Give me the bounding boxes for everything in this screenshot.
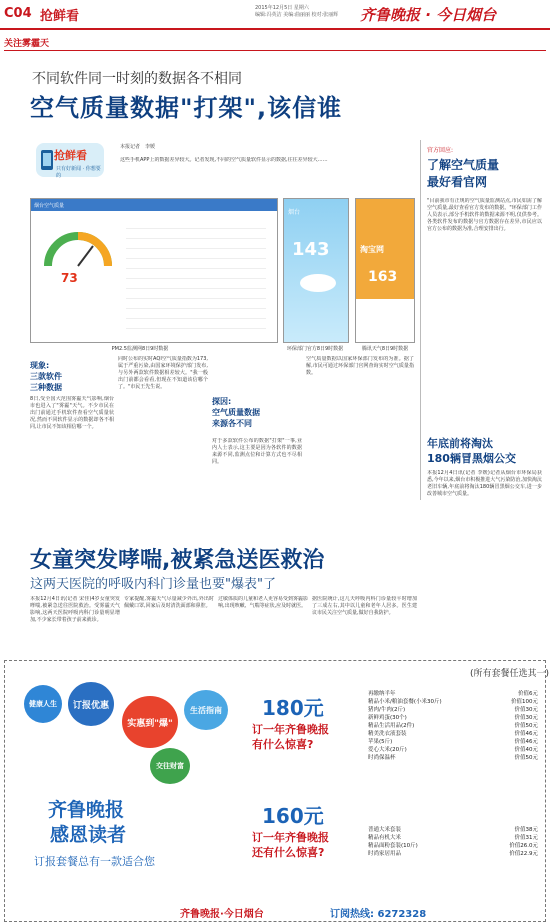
offer-item-name: 苹果(5斤): [368, 739, 393, 745]
offer-item: [368, 826, 538, 834]
screenshot-tencent-weather: [355, 198, 415, 343]
ad-slogan-2: 感恩读者: [50, 824, 127, 846]
story2-col1: 本报12月4日讯(记者 宋佳)4岁女童突发哮喘,被紧急送往医院救治。受雾霾天气影响,这两天医院呼吸内科门诊量明显增加,不少家长带着孩子前来就诊。: [30, 596, 120, 623]
story2-deck: 这两天医院的呼吸内科门诊量也要"爆表"了: [30, 577, 276, 592]
sidebar-body: 本报12月4日讯(记者 李媛)记者从烟台市环保局获悉,今年以来,烟台市积极推进大气污染防治,加快淘汰老旧车辆,年底前将淘汰180辆冒黑烟公交车,进一步改善城市空气质量。: [427, 470, 542, 497]
official-body: "目前我市有正规的空气质量监测站点,市民如需了解空气质量,最好查看官方发布的数据。"环保部门工作人员表示,部分手机软件的数据来源不明,仅供参考。各类软件发布的数据与官方数据存在差异,市民应以官方公布的数据为准,合理安排出行。: [427, 198, 542, 232]
ad-title: (所有套餐任选其一): [470, 669, 550, 679]
offer-item-price: 价值31元: [514, 835, 538, 841]
offer2-line1: 订一年齐鲁晚报: [252, 831, 329, 844]
screenshot-caption: PM2.5监测网8日9时数据: [111, 346, 169, 352]
offer1-line2: 有什么惊喜?: [252, 738, 314, 751]
story2-col2: 专家提醒,雾霾天气尽量减少外出,外出时佩戴口罩,回家后及时清洗面部和鼻腔。: [124, 596, 214, 609]
offer-item-price: 价值38元: [514, 827, 538, 833]
col1-subhead: 现象: 三款软件 三种数据: [30, 361, 62, 392]
offer-item-price: 价值26.0元: [509, 843, 538, 849]
newspaper-brand: 齐鲁晚报 · 今日烟台: [360, 6, 497, 24]
offer-item-price: 价值30元: [514, 707, 538, 713]
offer-item: [368, 738, 538, 746]
app-logo: [36, 143, 104, 177]
footer-brand: 齐鲁晚报·今日烟台: [180, 909, 264, 920]
bubble-value: 实惠到"爆": [122, 696, 178, 748]
offer1-item-list: [368, 690, 538, 762]
offer-item-name: 精品有机大米: [368, 835, 402, 841]
offer1-price: 180元: [262, 696, 324, 720]
offer-item: [368, 690, 538, 698]
offer-item: [368, 722, 538, 730]
aqi-gauge-icon: [43, 221, 113, 271]
offer-item-price: 价值50元: [514, 755, 538, 761]
story2-headline: 女童突发哮喘,被紧急送医救治: [30, 548, 325, 573]
footer-hotline: 订阅热线: 6272328: [330, 909, 427, 920]
phone-icon: [39, 149, 55, 171]
offer-item: [368, 834, 538, 842]
offer-item: [368, 730, 538, 738]
edition-meta: [255, 5, 345, 19]
offer-item-name: 时尚保温杯: [368, 755, 396, 761]
story1-headline: 空气质量数据"打架",该信谁: [30, 94, 343, 122]
offer-item-price: 价值22.9元: [509, 851, 538, 857]
bubble-discount: 订报优惠: [68, 682, 114, 726]
topic-rule: [4, 50, 546, 51]
edition-editors: 编辑:冯英洁 美编:曲丽丽 校对:张丽辉: [255, 12, 339, 18]
logo-subtitle: 只有好新闻 · 你想要的: [56, 166, 101, 179]
topic-label: 关注雾霾天: [4, 39, 50, 49]
offer-item: [368, 754, 538, 762]
col1-text: 8日,受全国大范围雾霾天气影响,烟台市也进入了"雾霾"天气。不少市民在出门前通过手机软件查看空气质量状况,然而不同软件显示的数据却各不相同,让市民不知该相信哪一个。: [30, 396, 114, 430]
offer-item-price: 价值40元: [514, 747, 538, 753]
official-kicker: 官方回应:: [427, 147, 454, 154]
offer-item-name: 精品生活用品(2件): [368, 723, 415, 729]
offer-item: [368, 706, 538, 714]
sidebar-headline: 年底前将淘汰 180辆冒黑烟公交: [427, 437, 516, 465]
section-title: 抢鲜看: [40, 9, 80, 24]
screenshot-pm25-site: [30, 198, 278, 343]
screen-title: 淘宝网: [360, 245, 384, 254]
pollutant-table: [126, 219, 266, 334]
official-head-1: 了解空气质量: [427, 158, 500, 172]
story1-lead: 这些手机APP上的数据差异较大。记者发现,不同的空气质量软件显示的数据,往往差异较大……: [120, 157, 328, 163]
offer-item-name: 猪肉/牛肉(2斤): [368, 707, 406, 713]
offer-item: [368, 698, 538, 706]
offer-item-name: 精美洗衣液套装: [368, 731, 407, 737]
screenshot-caption: 环保部门官方8日9时数据: [286, 346, 344, 352]
offer-item: [368, 842, 538, 850]
story2-col3: 过敏体质的儿童和老人更容易受到雾霾影响,出现咳嗽、气喘等症状,应及时就医。: [218, 596, 308, 609]
offer-item-name: 新鲜鸡蛋(30个): [368, 715, 407, 721]
official-head-2: 最好看官网: [427, 175, 488, 189]
screen-panel: [356, 299, 415, 343]
offer-item-name: 精品小米/粮油套餐(小米30斤): [368, 699, 442, 705]
offer-item-price: 价值46元: [514, 739, 538, 745]
offer-item-price: 价值6元: [518, 691, 538, 697]
ad-slogan-1: 齐鲁晚报: [48, 799, 125, 821]
offer-item: [368, 714, 538, 722]
offer-item-price: 价值30元: [514, 715, 538, 721]
offer-item: [368, 850, 538, 858]
col3-text: 对于多款软件公布的数据"打架"一事,业内人士表示,这主要是因为各软件的数据来源不同,监测点位和计算方式也不尽相同。: [212, 438, 302, 465]
offer-item-name: 爱心大米(20斤): [368, 747, 407, 753]
offer-item-name: 精品面粉套装(10斤): [368, 843, 418, 849]
offer2-line2: 还有什么惊喜?: [252, 846, 325, 859]
offer-item-name: 普通大米套装: [368, 827, 402, 833]
screenshot-caption: 腾讯天气8日9时数据: [361, 346, 409, 352]
byline: 本报记者 李媛: [120, 144, 156, 150]
offer-item-price: 价值50元: [514, 723, 538, 729]
bubble-health: 健康人生: [24, 685, 62, 723]
offer-item-price: 价值46元: [514, 731, 538, 737]
cloud-icon: [298, 269, 338, 293]
offer-item-name: 时尚家居用品: [368, 851, 402, 857]
bubble-wealth: 交往财富: [150, 748, 190, 784]
offer2-price: 160元: [262, 804, 324, 828]
aqi-value: 73: [61, 271, 78, 285]
column-divider: [420, 140, 421, 500]
screen-title: 烟台空气质量: [31, 199, 277, 211]
col2-text: 同时公布的实时AQI空气质量指数为173,属于严重污染,由国家环境保护部门发布,与另外两款软件数据相差较大。"我一般出门前都会看看,但现在不知道该信哪个了。"市民王先生说。: [118, 356, 208, 390]
offer2-item-list: [368, 826, 538, 858]
aqi-value: 143: [292, 239, 330, 260]
edition-date: 2015年12月5日 星期六: [255, 5, 309, 11]
screen-title: 烟台: [288, 209, 301, 216]
story1-kicker: 不同软件同一时刻的数据各不相同: [32, 71, 242, 87]
offer-item: [368, 746, 538, 754]
col3-subhead: 探因: 空气质量数据 来源各不同: [212, 397, 260, 428]
offer-item-price: 价值100元: [511, 699, 538, 705]
page-number: C04: [4, 6, 32, 21]
bubble-life: 生活指南: [184, 690, 228, 730]
col4-text: 空气质量数据以国家环保部门发布的为准。据了解,市民可通过环保部门官网查询实时空气质量指数。: [306, 356, 414, 376]
offer1-line1: 订一年齐鲁晚报: [252, 723, 329, 736]
story2-col4: 据医院统计,这几天呼吸内科门诊量较平时增加了三成左右,其中以儿童和老年人居多。医生建议市民关注空气质量,做好自我防护。: [312, 596, 417, 616]
aqi-value: 163: [368, 269, 398, 285]
screenshot-official-app: [283, 198, 349, 343]
logo-title: 抢鲜看: [54, 149, 87, 162]
ad-slogan-3: 订报套餐总有一款适合您: [34, 855, 155, 868]
offer-item-name: 再缴纳半年: [368, 691, 396, 697]
